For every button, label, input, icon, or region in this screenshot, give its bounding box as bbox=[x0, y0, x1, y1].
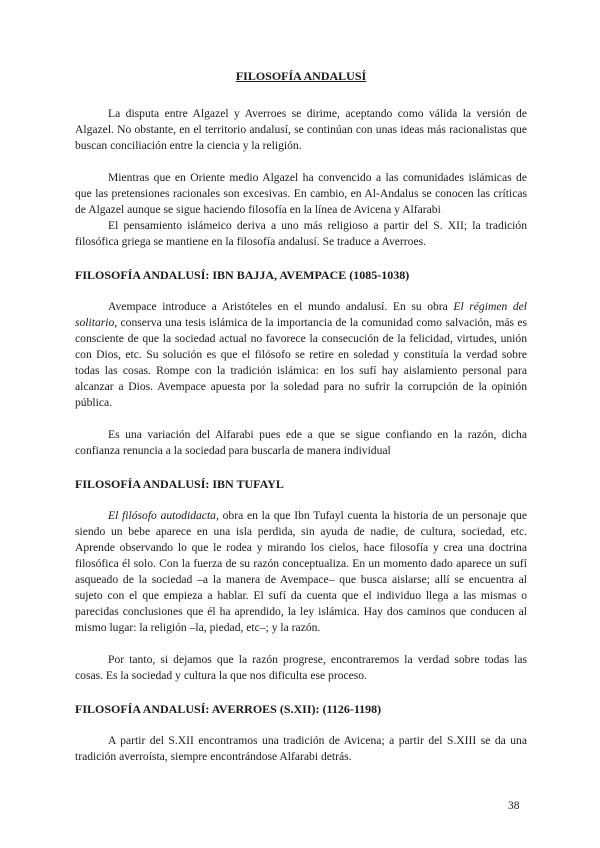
section-heading-averroes: FILOSOFÍA ANDALUSÍ: AVERROES (S.XII): (1126-1198) bbox=[75, 702, 382, 716]
document-page bbox=[75, 68, 527, 765]
averroes-paragraph-1: A partir del S.XII encontramos una tradición de Avicena; a partir del S.XIII se da una tradición averroísta, siempre encontrándose Alfarabi detrás. bbox=[75, 734, 527, 763]
ibn-bajja-paragraph-1 bbox=[75, 299, 527, 411]
section-heading-ibn-bajja: FILOSOFÍA ANDALUSÍ: IBN BAJJA, AVEMPACE (1085-1038) bbox=[75, 268, 410, 282]
intro-paragraph-2: Mientras que en Oriente medio Algazel ha convencido a las comunidades islámicas de que las pretensiones racionales son excesivas. En cambio, en Al-Andalus se conocen las críticas de Algazel aunque se sigue haciendo filosofía en la línea de Avicena y Alfarabi bbox=[75, 171, 527, 216]
ibn-tufayl-text-rest: , obra en la que Ibn Tufayl cuenta la historia de un personaje que siendo un bebe aparece en una isla perdida, sin ayuda de nadie, de cultura, sociedad, etc. Aprende observando lo que le rodea y mirando los cielos, hace filosofía y crea una doctrina filosófica él solo. Con la fuerza de su razón conceptualiza. En un momento dado aparece un sufí asqueado de la sociedad –a la manera de Avempace– que busca aislarse; allí se encuentra al sujeto con el que empieza a hablar. El sufí da cuenta que el individuo llega a las mismas o parecidas conclusiones que él ha aprendido, la ley islámica. Hay dos caminos que conducen al mismo lugar: la religión –la, piedad, etc–; y la razón. bbox=[75, 509, 527, 634]
section-heading-ibn-tufayl: FILOSOFÍA ANDALUSÍ: IBN TUFAYL bbox=[75, 477, 284, 491]
work-title-filosofo-autodidacta: El filósofo autodidacta bbox=[108, 509, 216, 522]
ibn-bajja-paragraph-2: Es una variación del Alfarabi pues ede a que se sigue confiando en la razón, dicha confianza renuncia a la sociedad para buscarla de manera individual bbox=[75, 428, 527, 457]
ibn-bajja-text-rest: , conserva una tesis islámica de la importancia de la comunidad como salvación, más es consciente de que la sociedad actual no favorece la consecución de la felicidad, virtudes, unión con Dios, etc. Su solución es que el filósofo se retire en soledad y constituía la verdad sobre todas las cosas. Rompe con la tradición islámica: en los sufí hay aislamiento personal para alcanzar a Dios. Avempace apuesta por la soledad para no sufrir la corrupción de la opinión pública. bbox=[75, 316, 527, 409]
work-title-regimen-solitario: El régimen del solitario bbox=[75, 300, 527, 329]
ibn-tufayl-paragraph-2: Por tanto, si dejamos que la razón progrese, encontraremos la verdad sobre todas las cosas. Es la sociedad y cultura la que nos dificulta ese proceso. bbox=[75, 653, 527, 682]
document-title: FILOSOFÍA ANDALUSÍ bbox=[235, 69, 367, 83]
page-number: 38 bbox=[508, 800, 520, 812]
intro-paragraph-3: El pensamiento islámeico deriva a uno más religioso a partir del S. XII; la tradición filosófica griega se mantiene en la filosofía andalusí. Se traduce a Averroes. bbox=[75, 219, 527, 248]
intro-paragraph-1: La disputa entre Algazel y Averroes se dirime, aceptando como válida la versión de Algazel. No obstante, en el territorio andalusí, se continúan con unas ideas más racionalistas que buscan conciliación entre la ciencia y la religión. bbox=[75, 107, 527, 152]
ibn-tufayl-paragraph-1 bbox=[75, 508, 527, 636]
ibn-bajja-text-start: Avempace introduce a Aristóteles en el mundo andalusí. En su obra bbox=[108, 300, 454, 313]
